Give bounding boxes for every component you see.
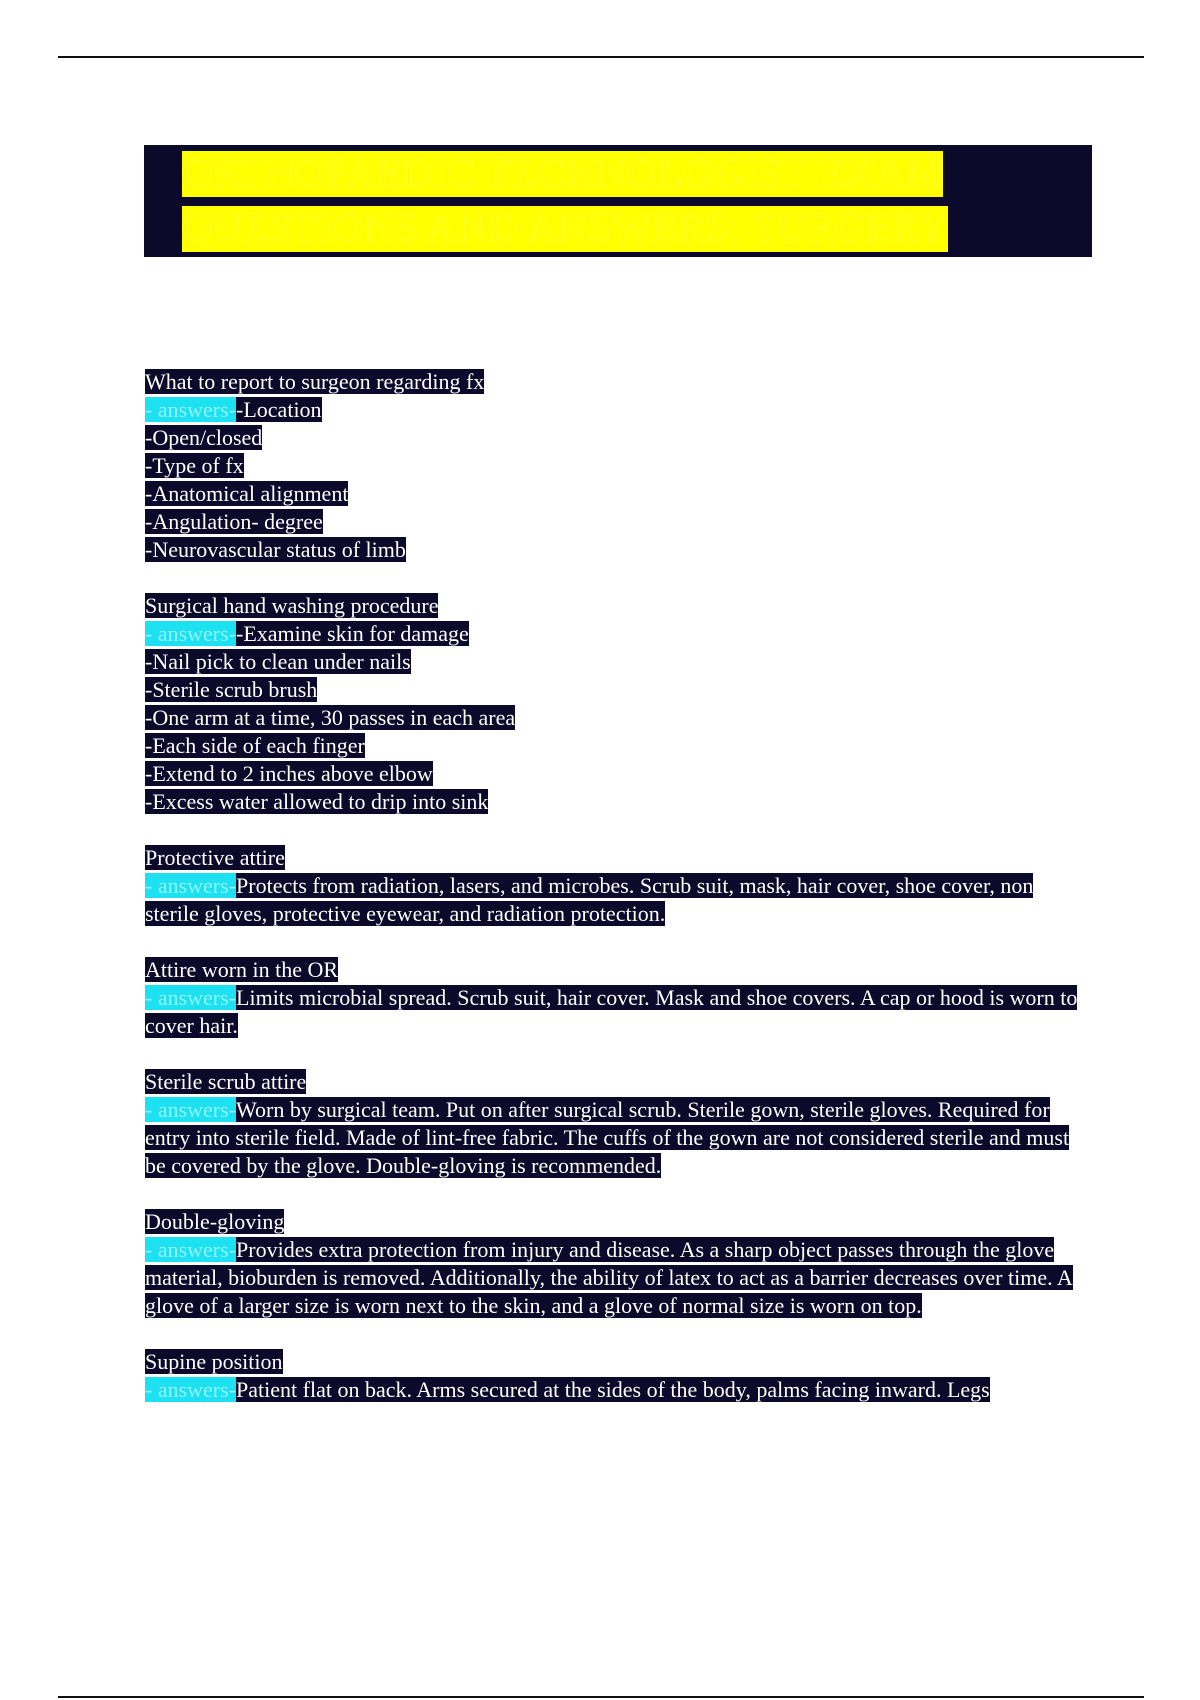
title-line-2: QUESTIONS AND ANSWERS: SURGERY [182,206,949,252]
document-title [182,147,1052,257]
answer-line: -Type of fx [145,453,244,478]
question-text: Surgical hand washing procedure [145,593,439,618]
answers-marker: - answers- [145,1237,237,1262]
answer-line: -Excess water allowed to drip into sink [145,789,489,814]
question-text: What to report to surgeon regarding fx [145,369,485,394]
answer-text: Protects from radiation, lasers, and microbes. Scrub suit, mask, hair cover, shoe cover, non sterile gloves, protective eyewear, and radiation protection. [145,873,1034,926]
qa-item [145,592,1085,816]
answer-text: Patient flat on back. Arms secured at the sides of the body, palms facing inward. Legs [236,1377,990,1402]
question-text: Protective attire [145,845,285,870]
qa-item [145,956,1085,1040]
answer-text: Worn by surgical team. Put on after surgical scrub. Sterile gown, sterile gloves. Required for entry into sterile field. Made of lint-free fabric. The cuffs of the gown are not considered sterile and must be covered by the glove. Double-gloving is recommended. [145,1097,1070,1178]
question-text: Double-gloving [145,1209,285,1234]
bottom-rule [58,1696,1144,1698]
question-text: Sterile scrub attire [145,1069,307,1094]
qa-item [145,844,1085,928]
answer-line: -Angulation- degree [145,509,323,534]
question-text: Supine position [145,1349,283,1374]
answer-line: -Sterile scrub brush [145,677,318,702]
answer-line: -Examine skin for damage [236,621,469,646]
answers-marker: - answers- [145,621,237,646]
answers-marker: - answers- [145,1377,237,1402]
answer-text: Limits microbial spread. Scrub suit, hair cover. Mask and shoe covers. A cap or hood is worn to cover hair. [145,985,1078,1038]
answer-line: -Neurovascular status of limb [145,537,406,562]
answers-marker: - answers- [145,873,237,898]
answer-text: Provides extra protection from injury and disease. As a sharp object passes through the glove material, bioburden is removed. Additionally, the ability of latex to act as a barrier decreases over time. A glove of a larger size is worn next to the skin, and a glove of normal size is worn on top. [145,1237,1073,1318]
qa-list [145,368,1085,1432]
answers-marker: - answers- [145,1097,237,1122]
answer-line: -Open/closed [145,425,263,450]
answer-line: -Each side of each finger [145,733,365,758]
top-rule [58,56,1144,58]
answer-line: -One arm at a time, 30 passes in each area [145,705,516,730]
qa-item [145,1068,1085,1180]
answer-line: -Anatomical alignment [145,481,349,506]
qa-item [145,1208,1085,1320]
question-text: Attire worn in the OR [145,957,339,982]
answers-marker: - answers- [145,397,237,422]
answer-line: -Nail pick to clean under nails [145,649,411,674]
answer-line: -Extend to 2 inches above elbow [145,761,433,786]
answers-marker: - answers- [145,985,237,1010]
qa-item [145,1348,1085,1404]
qa-item [145,368,1085,564]
answer-line: -Location [236,397,322,422]
title-line-1: ORTHOPAEDIC TECHNOLOGIST EXAM [182,151,944,197]
